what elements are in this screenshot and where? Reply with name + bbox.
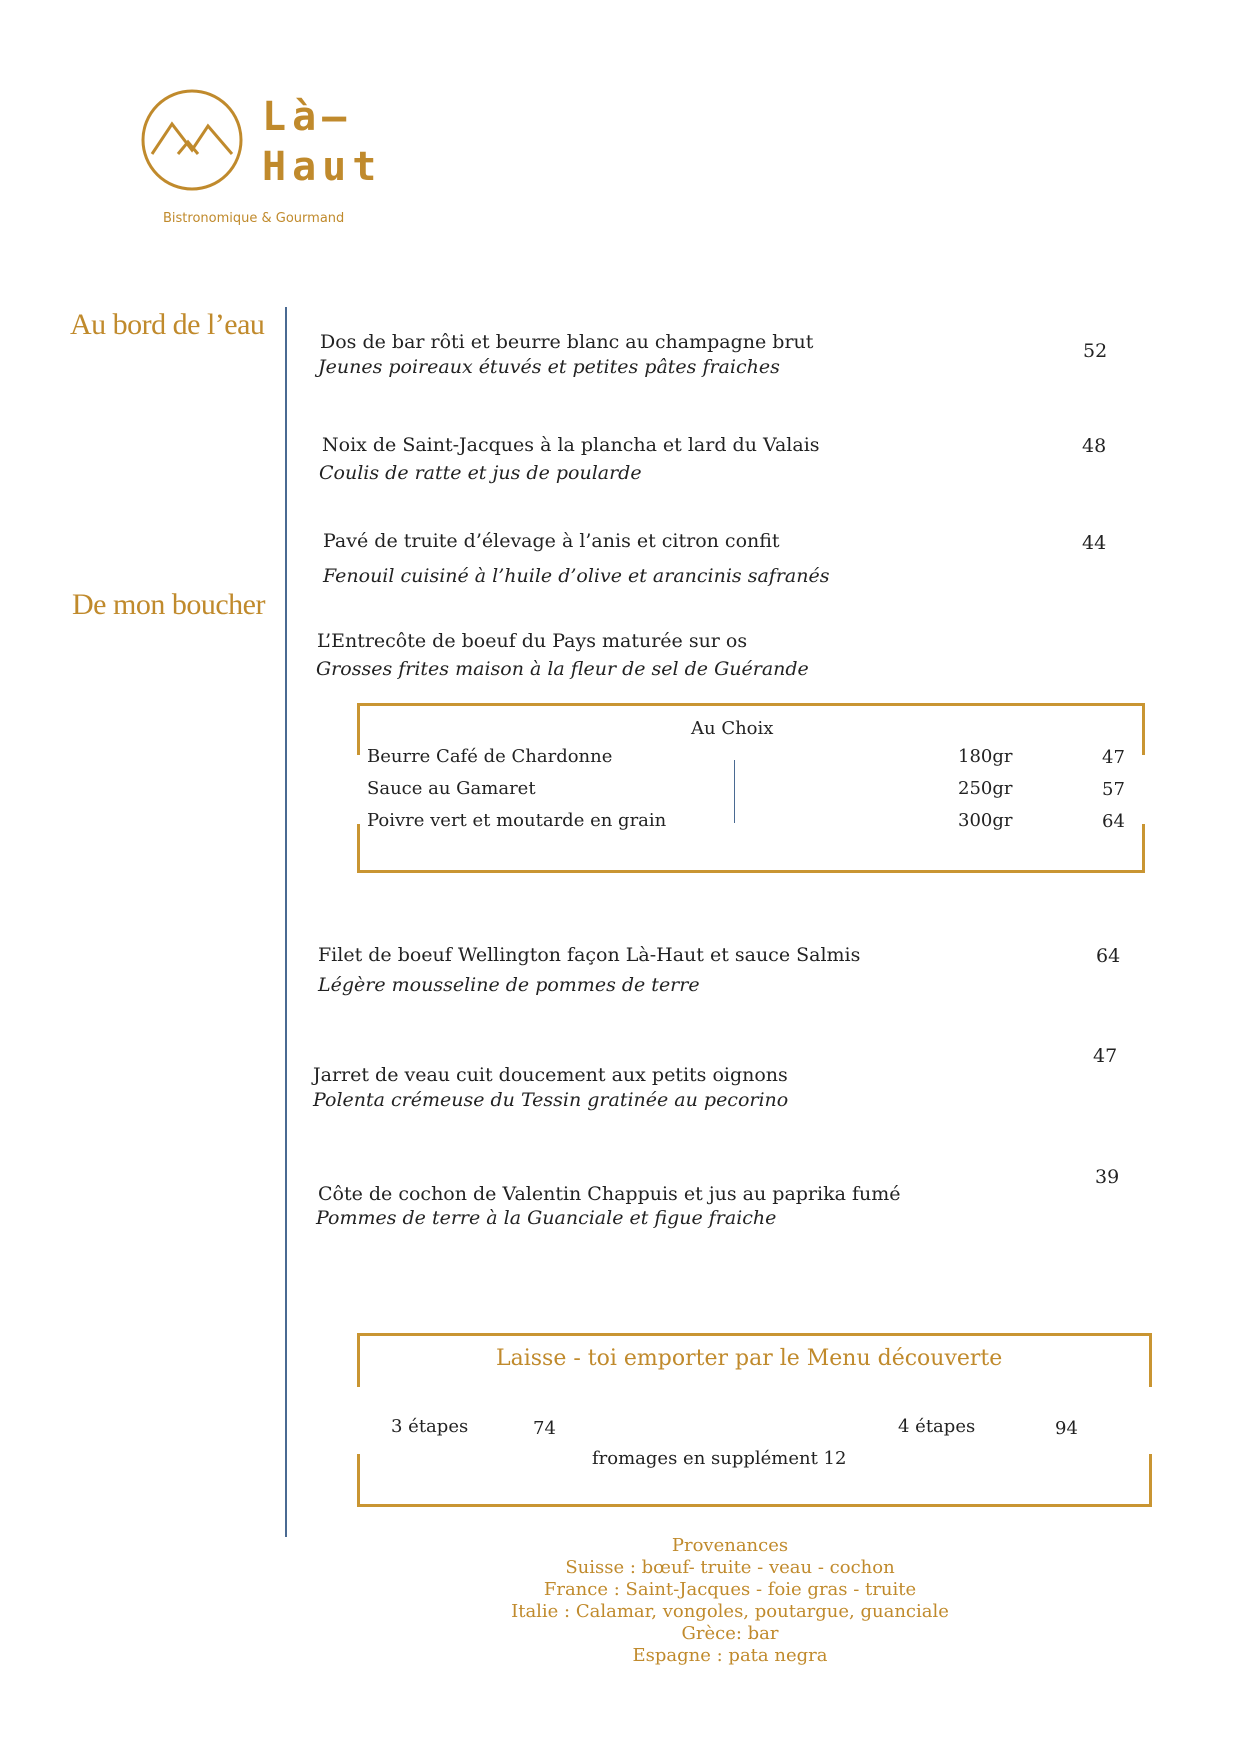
weight-option: 300gr [958,810,1013,831]
choice-box-bottom-bracket [357,824,1145,873]
sauce-option: Sauce au Gamaret [367,778,536,799]
section-divider-line [285,307,287,1537]
section-title-water: Au bord de l’eau [70,308,265,341]
dish-description: Fenouil cuisiné à l’huile d’olive et arancinis safranés [323,565,830,587]
provenance-line: Suisse : bœuf- truite - veau - cochon [565,1557,895,1578]
discovery-option-price: 74 [533,1418,556,1439]
dish-name: Dos de bar rôti et beurre blanc au champagne brut [320,331,814,353]
dish-name: L’Entrecôte de boeuf du Pays maturée sur os [317,630,748,652]
weight-price: 47 [1102,747,1125,768]
logo [140,88,244,192]
brand-name-line2: Haut [262,144,383,190]
dish-name: Noix de Saint-Jacques à la plancha et lard du Valais [322,434,820,456]
dish-description: Coulis de ratte et jus de poularde [319,462,642,484]
discovery-option-label: 3 étapes [391,1416,469,1437]
dish-price: 52 [1083,340,1108,362]
discovery-option-price: 94 [1055,1418,1078,1439]
choice-title: Au Choix [691,718,774,739]
mountain-logo-icon [140,88,244,192]
dish-price: 39 [1095,1166,1120,1188]
sauce-option: Beurre Café de Chardonne [367,746,613,767]
provenance-line: France : Saint-Jacques - foie gras - truite [543,1579,917,1600]
dish-name: Filet de boeuf Wellington façon Là-Haut et sauce Salmis [318,944,861,966]
brand-name-line1: Là— [262,94,353,140]
weight-option: 180gr [958,746,1013,767]
discovery-option-label: 4 étapes [898,1416,976,1437]
choice-divider-line [734,760,735,823]
cheese-supplement: fromages en supplément 12 [592,1448,847,1469]
tagline: Bistronomique & Gourmand [163,211,345,226]
provenances-title: Provenances [671,1535,789,1556]
dish-description: Grosses frites maison à la fleur de sel de Guérande [316,658,809,680]
weight-price: 57 [1102,779,1125,800]
discovery-title: Laisse - toi emporter par le Menu découverte [496,1346,1003,1371]
dish-description: Polenta crémeuse du Tessin gratinée au pecorino [313,1089,789,1111]
dish-price: 44 [1082,532,1107,554]
provenance-line: Grèce: bar [681,1623,779,1644]
dish-description: Pommes de terre à la Guanciale et figue fraiche [316,1207,777,1229]
dish-price: 48 [1082,435,1107,457]
weight-option: 250gr [958,778,1013,799]
dish-description: Légère mousseline de pommes de terre [318,974,700,996]
dish-description: Jeunes poireaux étuvés et petites pâtes fraiches [318,356,780,378]
sauce-option: Poivre vert et moutarde en grain [367,810,667,831]
dish-name: Jarret de veau cuit doucement aux petits oignons [313,1064,788,1086]
provenance-line: Italie : Calamar, vongoles, poutargue, guanciale [511,1601,949,1622]
provenance-line: Espagne : pata negra [632,1645,828,1666]
dish-price: 47 [1093,1045,1118,1067]
dish-name: Côte de cochon de Valentin Chappuis et jus au paprika fumé [318,1183,901,1205]
dish-price: 64 [1096,945,1121,967]
weight-price: 64 [1102,811,1125,832]
section-title-butcher: De mon boucher [72,588,265,621]
dish-name: Pavé de truite d’élevage à l’anis et citron confit [323,530,780,552]
